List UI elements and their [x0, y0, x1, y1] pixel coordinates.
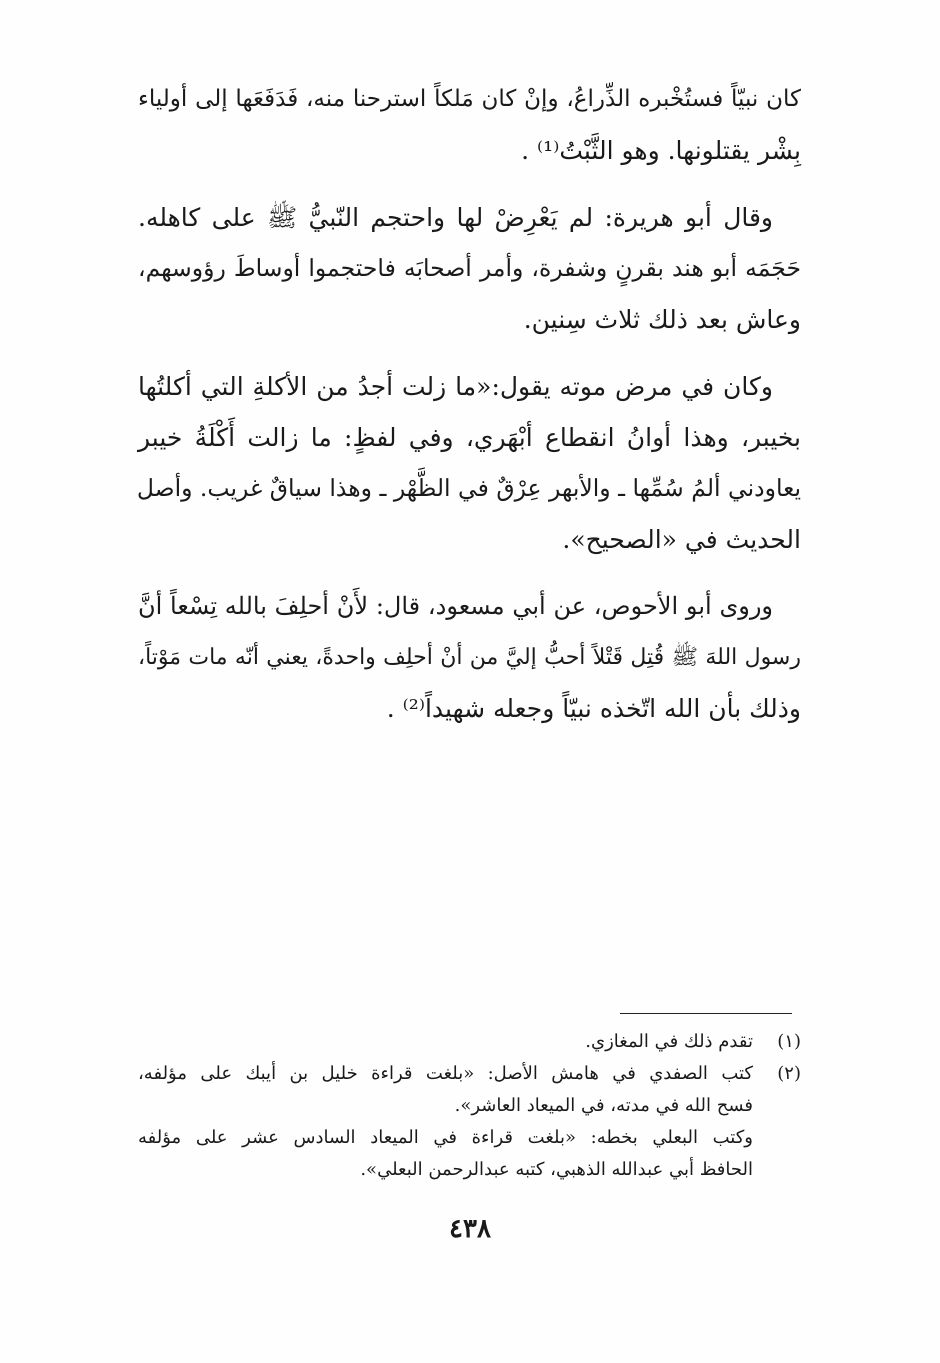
text-line: الحديث في «الصحيح». [562, 525, 801, 554]
paragraph-3 [138, 361, 801, 565]
footnote-line: تقدم ذلك في المغازي. [585, 1031, 753, 1052]
text-line: بِشْر يقتلونها. وهو الثَّبْتُ⁽¹⁾ . [521, 136, 801, 165]
main-text [138, 74, 801, 750]
footnote-line: الحافظ أبي عبدالله الذهبي، كتبه عبدالرحمن البعلي». [360, 1159, 753, 1180]
footnote-2 [138, 1058, 801, 1186]
text-line: كان نبيّاً فستُخْبره الذِّراعُ، وإنْ كان مَلكاً استرحنا منه، فَدَفَعَها إلى أولياء [138, 86, 801, 112]
text-line: بخيبر، وهذا أوانُ انقطاع أبْهَري، وفي لفظٍ: ما زالت أَكْلَةُ خيبر [138, 423, 801, 452]
footnote-1 [138, 1026, 801, 1058]
footnote-number: (٢) [777, 1063, 801, 1084]
text-line: رسول اللهَ ﷺ قُتِل قَتْلاً أحبُّ إليَّ من أنْ أحلِف واحدةً، يعني أنّه مات مَوْتاً، [138, 645, 801, 670]
footnote-line: وكتب البعلي بخطه: «بلغت قراءة في الميعاد السادس عشر على مؤلفه [138, 1127, 753, 1148]
footnote-number: (١) [777, 1031, 801, 1052]
text-line: وقال أبو هريرة: لم يَعْرِضْ لها واحتجم النّبيُّ ﷺ على كاهله. [138, 203, 773, 232]
footnotes [138, 1026, 801, 1186]
footnote-divider [620, 1013, 792, 1014]
text-line: وعاش بعد ذلك ثلاث سِنين. [523, 305, 801, 334]
page-number: ٤٣٨ [449, 1214, 491, 1244]
footnote-line: فسح الله في مدته، في الميعاد العاشر». [454, 1095, 753, 1116]
text-line: يعاودني ألمُ سُمِّها ـ والأبهر عِرْقٌ في الظَّهْر ـ وهذا سياقٌ غريب. وأصل [136, 474, 801, 502]
paragraph-1 [138, 74, 801, 176]
paragraph-4 [138, 581, 801, 734]
text-line: حَجَمَه أبو هند بقرنٍ وشفرة، وأمر أصحابَه فاحتجموا أوساطَ رؤوسهم، [138, 254, 801, 282]
paragraph-2 [138, 192, 801, 345]
text-line: وكان في مرض موته يقول:«ما زلت أجدُ من الأكلةِ التي أكلتُها [138, 372, 773, 401]
text-line: وذلك بأن الله اتّخذه نبيّاً وجعله شهيداً⁽²⁾ . [386, 694, 801, 723]
footnote-line: كتب الصفدي في هامش الأصل: «بلغت قراءة خليل بن أيبك على مؤلفه، [138, 1063, 753, 1084]
text-line: وروى أبو الأحوص، عن أبي مسعود، قال: لأَنْ أحلِفَ بالله تِسْعاً أنَّ [138, 592, 773, 620]
